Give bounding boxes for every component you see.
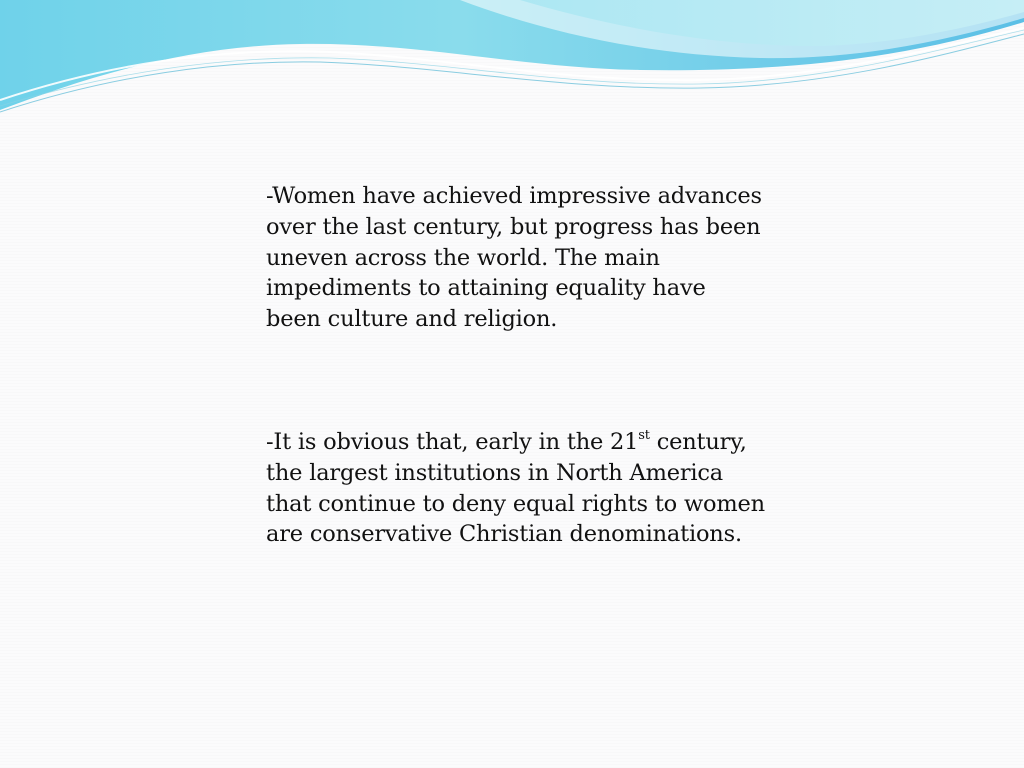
ordinal-superscript: st — [638, 427, 650, 443]
header-wave-decoration — [0, 0, 1024, 130]
paragraph-2-end: century, the largest institutions in North America that continue to deny equal rights to women are conservative Christian denominations. — [266, 429, 765, 548]
paragraph-christian-denominations — [266, 427, 766, 550]
paragraph-2-start: -It is obvious that, early in the 21 — [266, 429, 639, 455]
paragraph-women-advances: -Women have achieved impressive advances over the last century, but progress has been uneven across the world. The main impediments to attaining equality have been culture and religion. — [266, 183, 762, 333]
